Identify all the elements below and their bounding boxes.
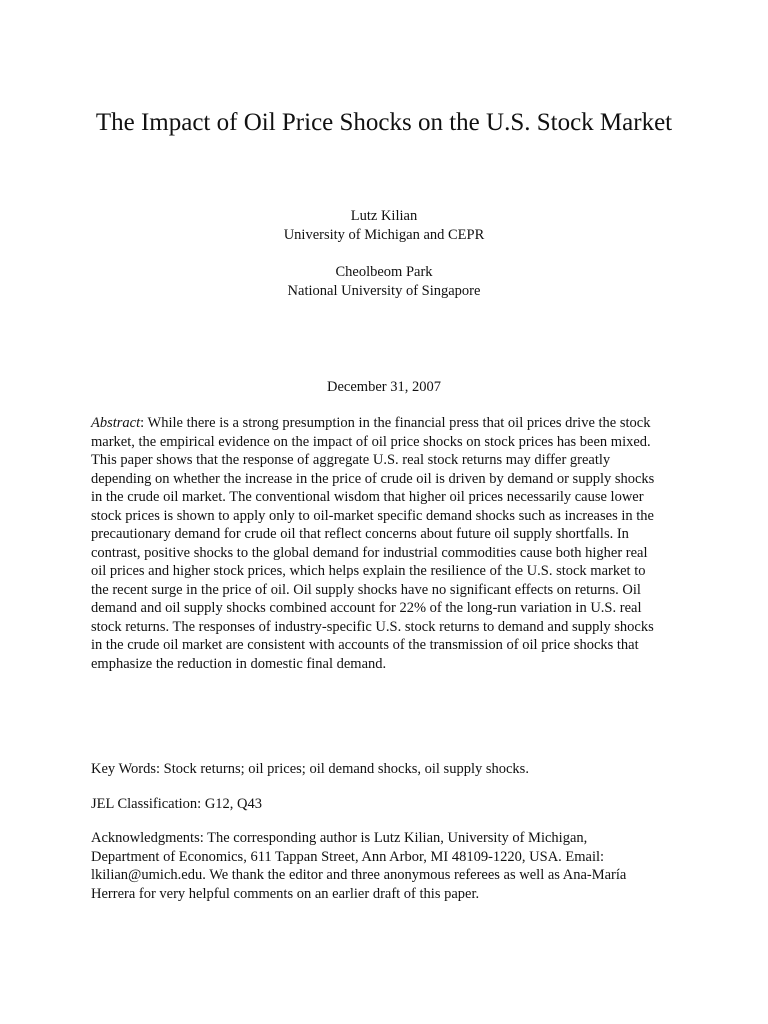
abstract-text: : While there is a strong presumption in the financial press that oil prices drive the stock (140, 415, 651, 431)
author-affiliation: National University of Singapore (287, 282, 481, 299)
abstract-line: emphasize the reduction in domestic final demand. (91, 655, 387, 672)
author-name: Cheolbeom Park (335, 264, 433, 280)
author-list (0, 207, 768, 300)
abstract-line: stock prices is shown to apply only to oil-market specific demand shocks such as increases in the (91, 507, 654, 524)
jel-classification: JEL Classification: G12, Q43 (91, 796, 263, 812)
author-block (0, 207, 768, 244)
paper-date: December 31, 2007 (327, 379, 441, 395)
abstract-line: the recent surge in the price of oil. Oil supply shocks have no significant effects on returns. Oil (91, 581, 641, 598)
abstract-line: precautionary demand for crude oil that reflect concerns about future oil supply shortfalls. In (91, 526, 629, 542)
author-name: Lutz Kilian (350, 208, 418, 224)
abstract (91, 414, 691, 673)
abstract-line: contrast, positive shocks to the global demand for industrial commodities cause both higher real (91, 544, 648, 561)
acknowledgments-line: lkilian@umich.edu. We thank the editor and three anonymous referees as well as Ana-María (91, 867, 627, 883)
abstract-line: in the crude oil market. The conventional wisdom that higher oil prices necessarily cause lower (91, 489, 644, 505)
abstract-line: market, the empirical evidence on the impact of oil price shocks on stock prices has been mixed. (91, 433, 651, 450)
abstract-line: depending on whether the increase in the price of crude oil is driven by demand or supply shocks (91, 470, 655, 487)
acknowledgments-line: Herrera for very helpful comments on an earlier draft of this paper. (91, 885, 480, 902)
author-affiliation: University of Michigan and CEPR (283, 226, 485, 243)
acknowledgments (91, 829, 691, 903)
abstract-line: This paper shows that the response of aggregate U.S. real stock returns may differ greatly (91, 452, 611, 468)
abstract-line: in the crude oil market are consistent with accounts of the transmission of oil price shocks that (91, 637, 639, 653)
keywords: Key Words: Stock returns; oil prices; oil demand shocks, oil supply shocks. (91, 761, 529, 777)
abstract-line: demand and oil supply shocks combined account for 22% of the long-run variation in U.S. real (91, 600, 642, 616)
paper-title: The Impact of Oil Price Shocks on the U.S. Stock Market (95, 109, 673, 136)
acknowledgments-line: Acknowledgments: The corresponding author is Lutz Kilian, University of Michigan, (91, 830, 588, 846)
acknowledgments-line: Department of Economics, 611 Tappan Street, Ann Arbor, MI 48109-1220, USA. Email: (91, 848, 605, 865)
abstract-line (91, 414, 691, 433)
abstract-line: oil prices and higher stock prices, which helps explain the resilience of the U.S. stock market to (91, 563, 646, 579)
abstract-label: Abstract (91, 415, 141, 431)
author-block (0, 263, 768, 300)
abstract-line: stock returns. The responses of industry-specific U.S. stock returns to demand and supply shocks (91, 618, 654, 635)
